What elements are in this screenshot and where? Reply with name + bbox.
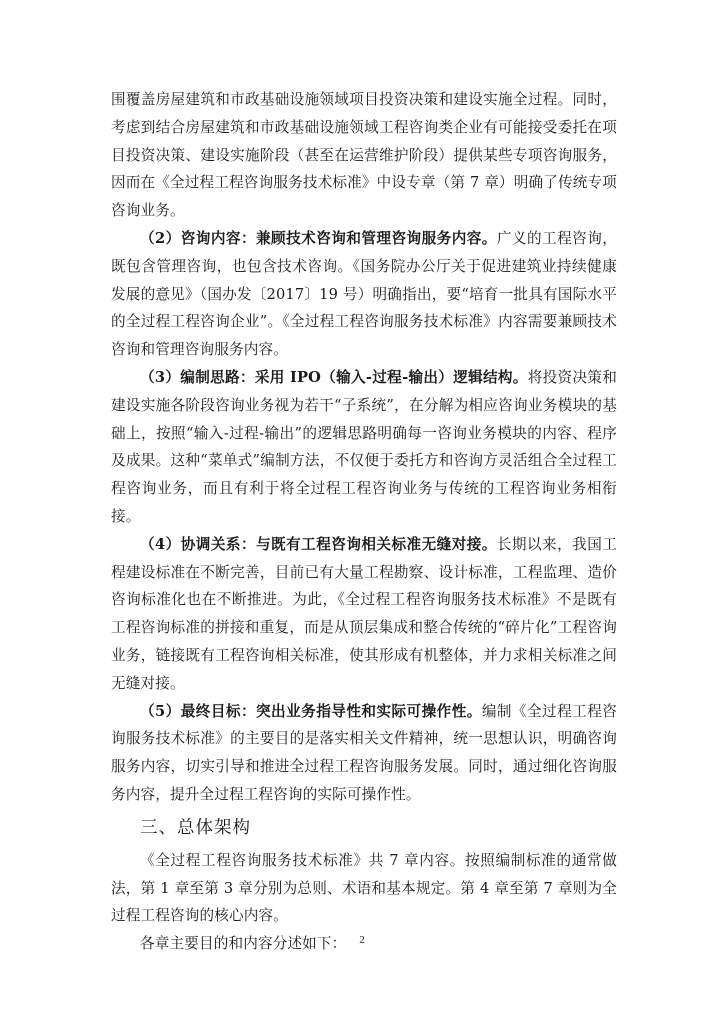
page-number: 2 <box>359 934 365 946</box>
section-heading: 三、总体架构 <box>140 817 251 838</box>
paragraph-chapter-intro: 各章主要目的和内容分述如下： <box>140 935 347 953</box>
paragraph-scope-continued: 围覆盖房屋建筑和市政基础设施领域项目投资决策和建设实施全过程。同时，考虑到结合房屋建筑和市政基础设施领域工程咨询类企业有可能接受委托在项目投资决策、建设实施阶段（甚至在运营维护阶段）提供某些专项咨询服务，因而在《全过程工程咨询服务技术标准》中设专章（第 7 章）明确了传统专项咨询业务。 <box>111 91 617 220</box>
paragraph-lead: （5）最终目标：突出业务指导性和实际可操作性。 <box>140 702 482 720</box>
paragraph-final-goal <box>111 698 617 809</box>
paragraph-lead: （4）协调关系：与既有工程咨询相关标准无缝对接。 <box>140 535 497 553</box>
paragraph-coordination <box>111 531 617 698</box>
paragraph-lead: （2）咨询内容：兼顾技术咨询和管理咨询服务内容。 <box>140 229 497 247</box>
document-page <box>111 86 617 958</box>
paragraph-body: 将投资决策和建设实施各阶段咨询业务视为若干“子系统”，在分解为相应咨询业务模块的基础上，按照“输入-过程-输出”的逻辑思路明确每一咨询业务模块的内容、程序及成果。这种“菜单式”编制方法，不仅便于委托方和咨询方灵活组合全过程工程咨询业务，而且有利于将全过程工程咨询业务与传统的工程咨询业务相衔接。 <box>111 368 618 525</box>
paragraph-compilation-approach <box>111 364 617 531</box>
paragraph-body: 广义的工程咨询，既包含管理咨询，也包含技术咨询。《国务院办公厅关于促进建筑业持续健康发展的意见》（国办发〔2017〕19 号）明确指出，要“培育一批具有国际水平的全过程工程咨询企业”。《全过程工程咨询服务技术标准》内容需要兼顾技术咨询和管理咨询服务内容。 <box>111 229 617 359</box>
paragraph-overview: 《全过程工程咨询服务技术标准》共 7 章内容。按照编制标准的通常做法，第 1 章至第 3 章分别为总则、术语和基本规定。第 4 章至第 7 章则为全过程工程咨询的核心内容。 <box>111 851 617 925</box>
paragraph-consulting-content <box>111 225 617 364</box>
paragraph-body: 长期以来，我国工程建设标准在不断完善，目前已有大量工程勘察、设计标准，工程监理、造价咨询标准化也在不断推进。为此，《全过程工程咨询服务技术标准》不是既有工程咨询标准的拼接和重复，而是从顶层集成和整合传统的“碎片化”工程咨询业务，链接既有工程咨询相关标准，使其形成有机整体，并力求相关标准之间无缝对接。 <box>111 535 617 692</box>
paragraph-body: 编制《全过程工程咨询服务技术标准》的主要目的是落实相关文件精神，统一思想认识，明确咨询服务内容，切实引导和推进全过程工程咨询服务发展。同时，通过细化咨询服务内容，提升全过程工程咨询的实际可操作性。 <box>111 702 617 803</box>
paragraph-lead: （3）编制思路：采用 IPO（输入-过程-输出）逻辑结构。 <box>140 368 528 386</box>
